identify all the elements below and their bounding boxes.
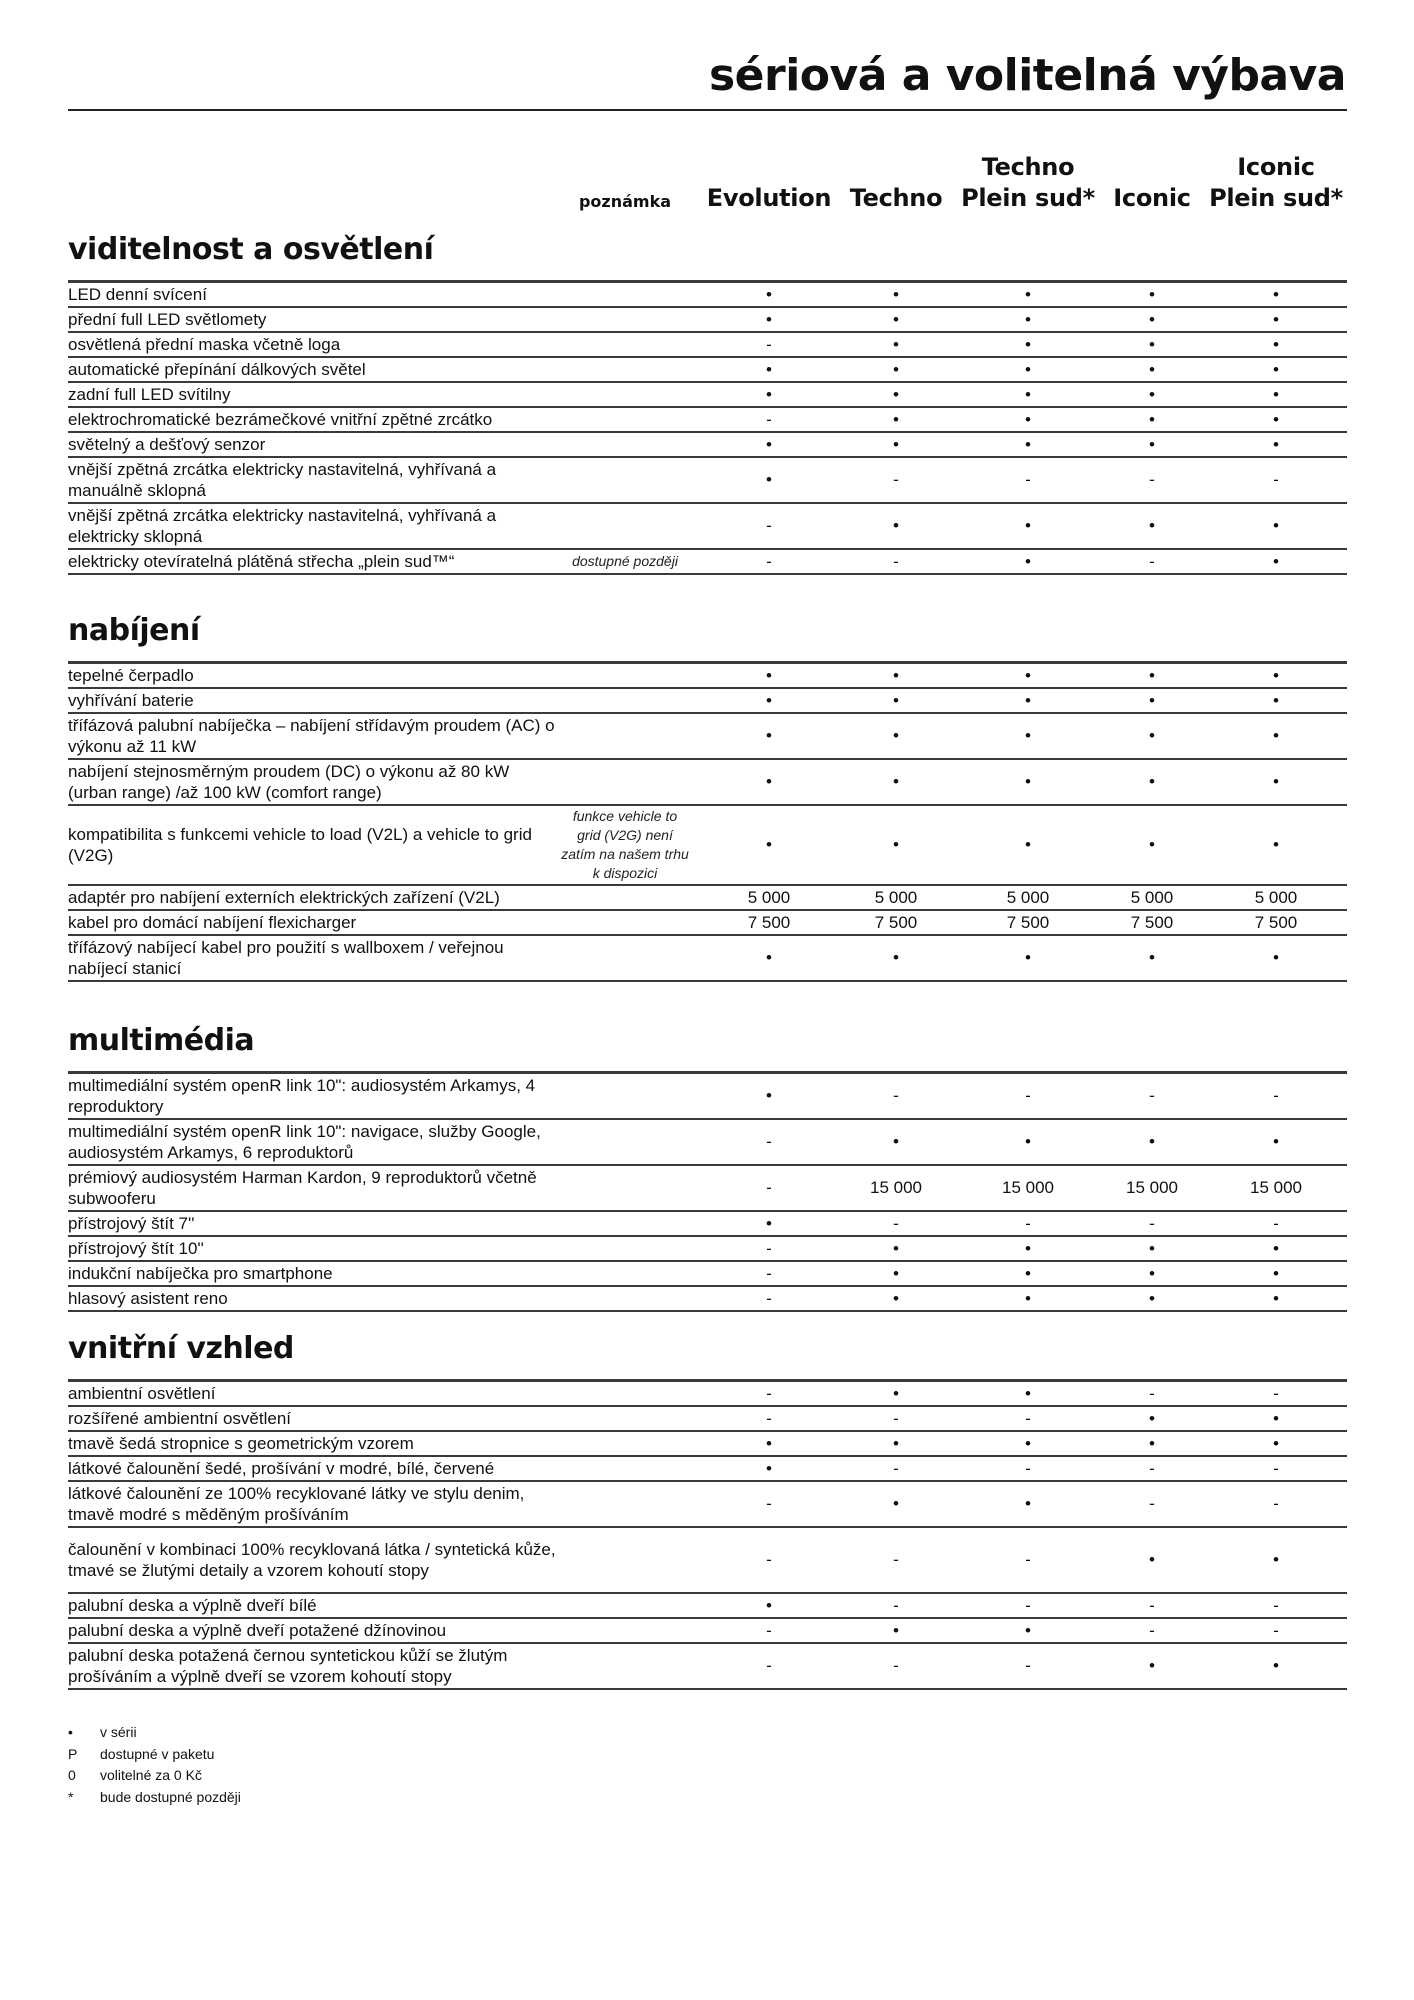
feature-label: vnější zpětná zrcátka elektricky nastavitelná, vyhřívaná a manuálně sklopná — [68, 460, 497, 500]
feature-label: čalounění v kombinaci 100% recyklovaná látka / syntetická kůže, tmavé se žlutými detaily a vzorem kohoutí stopy — [68, 1540, 556, 1580]
not-available-dash: - — [1273, 1595, 1279, 1615]
not-available-dash: - — [1273, 1494, 1279, 1513]
standard-bullet: • — [893, 1433, 899, 1453]
price-value: 15 000 — [1002, 1178, 1054, 1197]
not-available-dash: - — [1025, 470, 1031, 489]
standard-bullet: • — [893, 726, 899, 745]
not-available-dash: - — [893, 1213, 899, 1233]
not-available-dash: - — [766, 1620, 772, 1640]
legend-symbol: * — [68, 1788, 74, 1805]
table-row — [68, 760, 1347, 806]
not-available-dash: - — [1149, 1595, 1155, 1615]
standard-bullet: • — [1273, 1263, 1279, 1283]
not-available-dash: - — [766, 1408, 772, 1428]
standard-bullet: • — [1149, 284, 1155, 304]
standard-bullet: • — [1149, 409, 1155, 429]
not-available-dash: - — [1273, 1383, 1279, 1403]
column-header — [826, 150, 966, 214]
standard-bullet: • — [1273, 309, 1279, 329]
feature-table — [68, 280, 1347, 575]
feature-label: přístrojový štít 7'' — [68, 1214, 195, 1233]
standard-bullet: • — [766, 726, 772, 745]
standard-bullet: • — [1025, 835, 1031, 854]
table-row — [68, 1262, 1347, 1287]
standard-bullet: • — [766, 835, 772, 854]
standard-bullet: • — [1025, 1494, 1031, 1513]
standard-bullet: • — [766, 1213, 772, 1233]
price-value: 5 000 — [747, 887, 791, 907]
standard-bullet: • — [893, 1263, 899, 1283]
feature-label: vyhřívání baterie — [68, 691, 194, 710]
standard-bullet: • — [1149, 1433, 1155, 1453]
column-header-line1: Techno — [981, 153, 1075, 181]
table-row — [68, 1644, 1347, 1690]
not-available-dash: - — [1149, 1494, 1155, 1513]
feature-label: třífázová palubní nabíječka – nabíjení střídavým proudem (AC) o výkonu až 11 kW — [68, 716, 555, 756]
not-available-dash: - — [766, 1550, 772, 1569]
standard-bullet: • — [1025, 309, 1031, 329]
feature-label: nabíjení stejnosměrným proudem (DC) o výkonu až 80 kW (urban range) /až 100 kW (comfort range) — [68, 762, 510, 802]
standard-bullet: • — [1149, 1132, 1155, 1151]
feature-label: palubní deska a výplně dveří potažené džínovinou — [68, 1621, 447, 1640]
feature-label: adaptér pro nabíjení externích elektrických zařízení (V2L) — [68, 888, 500, 907]
not-available-dash: - — [766, 1238, 772, 1258]
standard-bullet: • — [1025, 948, 1031, 967]
table-row — [68, 283, 1347, 308]
standard-bullet: • — [766, 434, 772, 454]
standard-bullet: • — [1149, 434, 1155, 454]
table-row — [68, 664, 1347, 689]
standard-bullet: • — [1149, 1408, 1155, 1428]
standard-bullet: • — [893, 309, 899, 329]
standard-bullet: • — [1273, 1238, 1279, 1258]
table-row — [68, 383, 1347, 408]
standard-bullet: • — [766, 665, 772, 685]
standard-bullet: • — [1025, 1132, 1031, 1151]
standard-bullet: • — [1273, 409, 1279, 429]
standard-bullet: • — [1149, 1238, 1155, 1258]
standard-bullet: • — [766, 359, 772, 379]
feature-label: kabel pro domácí nabíjení flexicharger — [68, 913, 357, 932]
not-available-dash: - — [1149, 470, 1155, 489]
table-row — [68, 1074, 1347, 1120]
standard-bullet: • — [893, 1288, 899, 1308]
not-available-dash: - — [766, 1494, 772, 1513]
feature-label: multimediální systém openR link 10": navigace, služby Google, audiosystém Arkamys, 6 reproduktorů — [68, 1122, 541, 1162]
standard-bullet: • — [1273, 948, 1279, 967]
standard-bullet: • — [1273, 516, 1279, 535]
feature-label: palubní deska a výplně dveří bílé — [68, 1596, 317, 1615]
not-available-dash: - — [766, 409, 772, 429]
standard-bullet: • — [1025, 772, 1031, 791]
not-available-dash: - — [766, 1263, 772, 1283]
feature-label: LED denní svícení — [68, 285, 207, 304]
table-row — [68, 308, 1347, 333]
standard-bullet: • — [1025, 359, 1031, 379]
standard-bullet: • — [893, 690, 899, 710]
standard-bullet: • — [1149, 1656, 1155, 1675]
price-value: 7 500 — [1130, 912, 1174, 932]
standard-bullet: • — [1025, 1288, 1031, 1308]
feature-label: ambientní osvětlení — [68, 1384, 216, 1403]
price-value: 7 500 — [1254, 912, 1298, 932]
not-available-dash: - — [1273, 1458, 1279, 1478]
not-available-dash: - — [893, 1656, 899, 1675]
not-available-dash: - — [1025, 1408, 1031, 1428]
not-available-dash: - — [1149, 1086, 1155, 1105]
standard-bullet: • — [766, 1458, 772, 1478]
feature-table — [68, 1071, 1347, 1312]
standard-bullet: • — [1025, 1620, 1031, 1640]
not-available-dash: - — [1273, 1086, 1279, 1105]
price-value: 7 500 — [747, 912, 791, 932]
standard-bullet: • — [1025, 665, 1031, 685]
standard-bullet: • — [1273, 1288, 1279, 1308]
standard-bullet: • — [1149, 334, 1155, 354]
feature-label: třífázový nabíjecí kabel pro použití s wallboxem / veřejnou nabíjecí stanicí — [68, 938, 504, 978]
legend-symbol: P — [68, 1745, 78, 1762]
legend-text: bude dostupné později — [100, 1788, 241, 1805]
table-row — [68, 1382, 1347, 1407]
standard-bullet: • — [1025, 726, 1031, 745]
standard-bullet: • — [766, 284, 772, 304]
standard-bullet: • — [766, 309, 772, 329]
table-row — [68, 1237, 1347, 1262]
feature-label: tepelné čerpadlo — [68, 666, 194, 685]
legend-item — [68, 1744, 241, 1766]
standard-bullet: • — [1273, 665, 1279, 685]
table-row — [68, 1166, 1347, 1212]
title-rule — [68, 109, 1347, 111]
page-title: sériová a volitelná výbava — [708, 50, 1346, 101]
price-value: 15 000 — [1250, 1178, 1302, 1197]
feature-label: hlasový asistent reno — [68, 1289, 228, 1308]
price-value: 7 500 — [874, 912, 918, 932]
table-row — [68, 806, 1347, 886]
not-available-dash: - — [766, 334, 772, 354]
standard-bullet: • — [1273, 772, 1279, 791]
table-row — [68, 1482, 1347, 1528]
table-row — [68, 1287, 1347, 1312]
standard-bullet: • — [1149, 309, 1155, 329]
standard-bullet: • — [1025, 334, 1031, 354]
feature-label: kompatibilita s funkcemi vehicle to load (V2L) a vehicle to grid (V2G) — [68, 825, 532, 865]
table-row — [68, 433, 1347, 458]
standard-bullet: • — [893, 835, 899, 854]
standard-bullet: • — [1273, 835, 1279, 854]
table-row — [68, 458, 1347, 504]
not-available-dash: - — [1025, 1656, 1031, 1675]
standard-bullet: • — [1025, 1383, 1031, 1403]
section-interior — [68, 1331, 1347, 1690]
standard-bullet: • — [766, 772, 772, 791]
not-available-dash: - — [766, 1288, 772, 1308]
table-row — [68, 1407, 1347, 1432]
standard-bullet: • — [1149, 690, 1155, 710]
table-row — [68, 1594, 1347, 1619]
price-value: 5 000 — [1130, 887, 1174, 907]
standard-bullet: • — [1273, 384, 1279, 404]
table-row — [68, 1212, 1347, 1237]
not-available-dash: - — [766, 516, 772, 535]
standard-bullet: • — [1273, 284, 1279, 304]
standard-bullet: • — [1149, 516, 1155, 535]
standard-bullet: • — [766, 948, 772, 967]
price-value: 5 000 — [1006, 887, 1050, 907]
table-row — [68, 358, 1347, 383]
not-available-dash: - — [1273, 1620, 1279, 1640]
standard-bullet: • — [1273, 726, 1279, 745]
table-row — [68, 911, 1347, 936]
legend-item — [68, 1787, 241, 1809]
standard-bullet: • — [893, 665, 899, 685]
standard-bullet: • — [1025, 690, 1031, 710]
column-header-line1: Iconic — [1237, 153, 1315, 181]
standard-bullet: • — [766, 1433, 772, 1453]
standard-bullet: • — [1273, 434, 1279, 454]
not-available-dash: - — [893, 470, 899, 489]
standard-bullet: • — [893, 334, 899, 354]
feature-label: tmavě šedá stropnice s geometrickým vzorem — [68, 1434, 414, 1453]
standard-bullet: • — [1273, 1550, 1279, 1569]
feature-label: elektricky otevíratelná plátěná střecha „plein sud™“ — [68, 552, 455, 571]
column-header-line2: Plein sud* — [961, 184, 1095, 212]
standard-bullet: • — [1149, 1288, 1155, 1308]
feature-label: přístrojový štít 10'' — [68, 1239, 204, 1258]
note-column-header: poznámka — [578, 192, 672, 211]
column-header — [699, 150, 839, 214]
feature-note: funkce vehicle to grid (V2G) není zatím na našem trhu k dispozici — [561, 808, 689, 881]
feature-label: světelný a dešťový senzor — [68, 435, 266, 454]
standard-bullet: • — [893, 359, 899, 379]
standard-bullet: • — [893, 284, 899, 304]
standard-bullet: • — [1149, 726, 1155, 745]
not-available-dash: - — [1025, 1213, 1031, 1233]
column-header-line2: Techno — [849, 184, 943, 212]
feature-table — [68, 661, 1347, 982]
feature-label: palubní deska potažená černou syntetickou kůží se žlutým prošíváním a výplně dveří se vzorem kohoutí stopy — [68, 1646, 508, 1686]
standard-bullet: • — [893, 772, 899, 791]
not-available-dash: - — [893, 1458, 899, 1478]
not-available-dash: - — [1025, 1458, 1031, 1478]
not-available-dash: - — [893, 1595, 899, 1615]
section-charging — [68, 613, 1347, 982]
not-available-dash: - — [766, 1383, 772, 1403]
column-header — [958, 150, 1098, 214]
price-value: 5 000 — [874, 887, 918, 907]
feature-label: indukční nabíječka pro smartphone — [68, 1264, 333, 1283]
standard-bullet: • — [1025, 284, 1031, 304]
standard-bullet: • — [1273, 690, 1279, 710]
standard-bullet: • — [893, 434, 899, 454]
feature-label: látkové čalounění ze 100% recyklované látky ve stylu denim, tmavě modré s měděným prošíváním — [68, 1484, 525, 1524]
section-title: multimédia — [68, 1023, 255, 1058]
standard-bullet: • — [1149, 359, 1155, 379]
table-row — [68, 504, 1347, 550]
standard-bullet: • — [766, 470, 772, 489]
standard-bullet: • — [893, 409, 899, 429]
standard-bullet: • — [893, 384, 899, 404]
table-row — [68, 408, 1347, 433]
column-header-line2: Evolution — [706, 184, 832, 212]
feature-note: dostupné později — [572, 553, 678, 569]
standard-bullet: • — [1025, 1433, 1031, 1453]
legend-text: dostupné v paketu — [100, 1745, 215, 1762]
not-available-dash: - — [893, 551, 899, 571]
table-row — [68, 1457, 1347, 1482]
standard-bullet: • — [1025, 409, 1031, 429]
feature-label: rozšířené ambientní osvětlení — [68, 1409, 292, 1428]
table-row — [68, 886, 1347, 911]
section-title: nabíjení — [68, 613, 200, 648]
table-row — [68, 714, 1347, 760]
standard-bullet: • — [1025, 551, 1031, 571]
table-row — [68, 689, 1347, 714]
standard-bullet: • — [1149, 665, 1155, 685]
price-value: 15 000 — [1126, 1178, 1178, 1197]
feature-label: prémiový audiosystém Harman Kardon, 9 reproduktorů včetně subwooferu — [68, 1168, 537, 1208]
standard-bullet: • — [893, 1620, 899, 1640]
standard-bullet: • — [1025, 1263, 1031, 1283]
standard-bullet: • — [1025, 1238, 1031, 1258]
standard-bullet: • — [1149, 835, 1155, 854]
not-available-dash: - — [1149, 1620, 1155, 1640]
legend-text: v sérii — [100, 1724, 137, 1740]
standard-bullet: • — [1273, 359, 1279, 379]
not-available-dash: - — [766, 1132, 772, 1151]
column-header — [1206, 150, 1346, 214]
not-available-dash: - — [1025, 1595, 1031, 1615]
table-row — [68, 936, 1347, 982]
column-header-line2: Iconic — [1113, 184, 1191, 212]
standard-bullet: • — [1025, 384, 1031, 404]
price-value: 15 000 — [870, 1178, 922, 1197]
not-available-dash: - — [1149, 1383, 1155, 1403]
not-available-dash: - — [766, 551, 772, 571]
price-value: 7 500 — [1006, 912, 1050, 932]
not-available-dash: - — [1025, 1550, 1031, 1569]
feature-label: osvětlená přední maska včetně loga — [68, 335, 341, 354]
standard-bullet: • — [1273, 1656, 1279, 1675]
legend-symbol: 0 — [68, 1767, 76, 1783]
section-multimedia — [68, 1023, 1347, 1312]
table-row — [68, 1528, 1347, 1594]
price-value: 5 000 — [1254, 887, 1298, 907]
table-row — [68, 550, 1347, 575]
column-header-line2: Plein sud* — [1209, 184, 1343, 212]
feature-label: zadní full LED svítilny — [68, 385, 231, 404]
legend-item — [68, 1722, 241, 1744]
standard-bullet: • — [893, 1132, 899, 1151]
standard-bullet: • — [1149, 772, 1155, 791]
standard-bullet: • — [1273, 551, 1279, 571]
standard-bullet: • — [1025, 434, 1031, 454]
standard-bullet: • — [1273, 1132, 1279, 1151]
feature-label: látkové čalounění šedé, prošívání v modré, bílé, červené — [68, 1459, 495, 1478]
standard-bullet: • — [1273, 1433, 1279, 1453]
table-row — [68, 333, 1347, 358]
standard-bullet: • — [766, 1595, 772, 1615]
standard-bullet: • — [766, 384, 772, 404]
feature-label: přední full LED světlomety — [68, 310, 267, 329]
legend-item — [68, 1765, 241, 1787]
section-title: viditelnost a osvětlení — [68, 232, 434, 267]
not-available-dash: - — [1025, 1086, 1031, 1105]
section-title: vnitřní vzhled — [68, 1331, 294, 1366]
not-available-dash: - — [1273, 470, 1279, 489]
standard-bullet: • — [893, 1383, 899, 1403]
table-row — [68, 1432, 1347, 1457]
standard-bullet: • — [1273, 1408, 1279, 1428]
standard-bullet: • — [1149, 948, 1155, 967]
not-available-dash: - — [1149, 1213, 1155, 1233]
feature-label: multimediální systém openR link 10": audiosystém Arkamys, 4 reproduktory — [68, 1076, 536, 1116]
standard-bullet: • — [893, 948, 899, 967]
standard-bullet: • — [1273, 334, 1279, 354]
standard-bullet: • — [1149, 1550, 1155, 1569]
standard-bullet: • — [893, 516, 899, 535]
not-available-dash: - — [766, 1656, 772, 1675]
standard-bullet: • — [1025, 516, 1031, 535]
not-available-dash: - — [893, 1086, 899, 1105]
feature-label: vnější zpětná zrcátka elektricky nastavitelná, vyhřívaná a elektricky sklopná — [68, 506, 497, 546]
not-available-dash: - — [1149, 551, 1155, 571]
standard-bullet: • — [1149, 1263, 1155, 1283]
legend-symbol: • — [68, 1724, 73, 1740]
column-header — [1082, 150, 1222, 214]
not-available-dash: - — [766, 1178, 772, 1197]
standard-bullet: • — [766, 1086, 772, 1105]
table-row — [68, 1619, 1347, 1644]
legend — [68, 1722, 241, 1808]
standard-bullet: • — [893, 1494, 899, 1513]
not-available-dash: - — [1149, 1458, 1155, 1478]
section-visibility-lighting — [68, 232, 1347, 575]
feature-label: elektrochromatické bezrámečkové vnitřní zpětné zrcátko — [68, 410, 493, 429]
table-row — [68, 1120, 1347, 1166]
feature-table — [68, 1379, 1347, 1690]
standard-bullet: • — [893, 1238, 899, 1258]
legend-text: volitelné za 0 Kč — [100, 1767, 202, 1783]
feature-label: automatické přepínání dálkových světel — [68, 360, 366, 379]
not-available-dash: - — [893, 1550, 899, 1569]
standard-bullet: • — [766, 690, 772, 710]
standard-bullet: • — [1149, 384, 1155, 404]
not-available-dash: - — [893, 1408, 899, 1428]
not-available-dash: - — [1273, 1213, 1279, 1233]
